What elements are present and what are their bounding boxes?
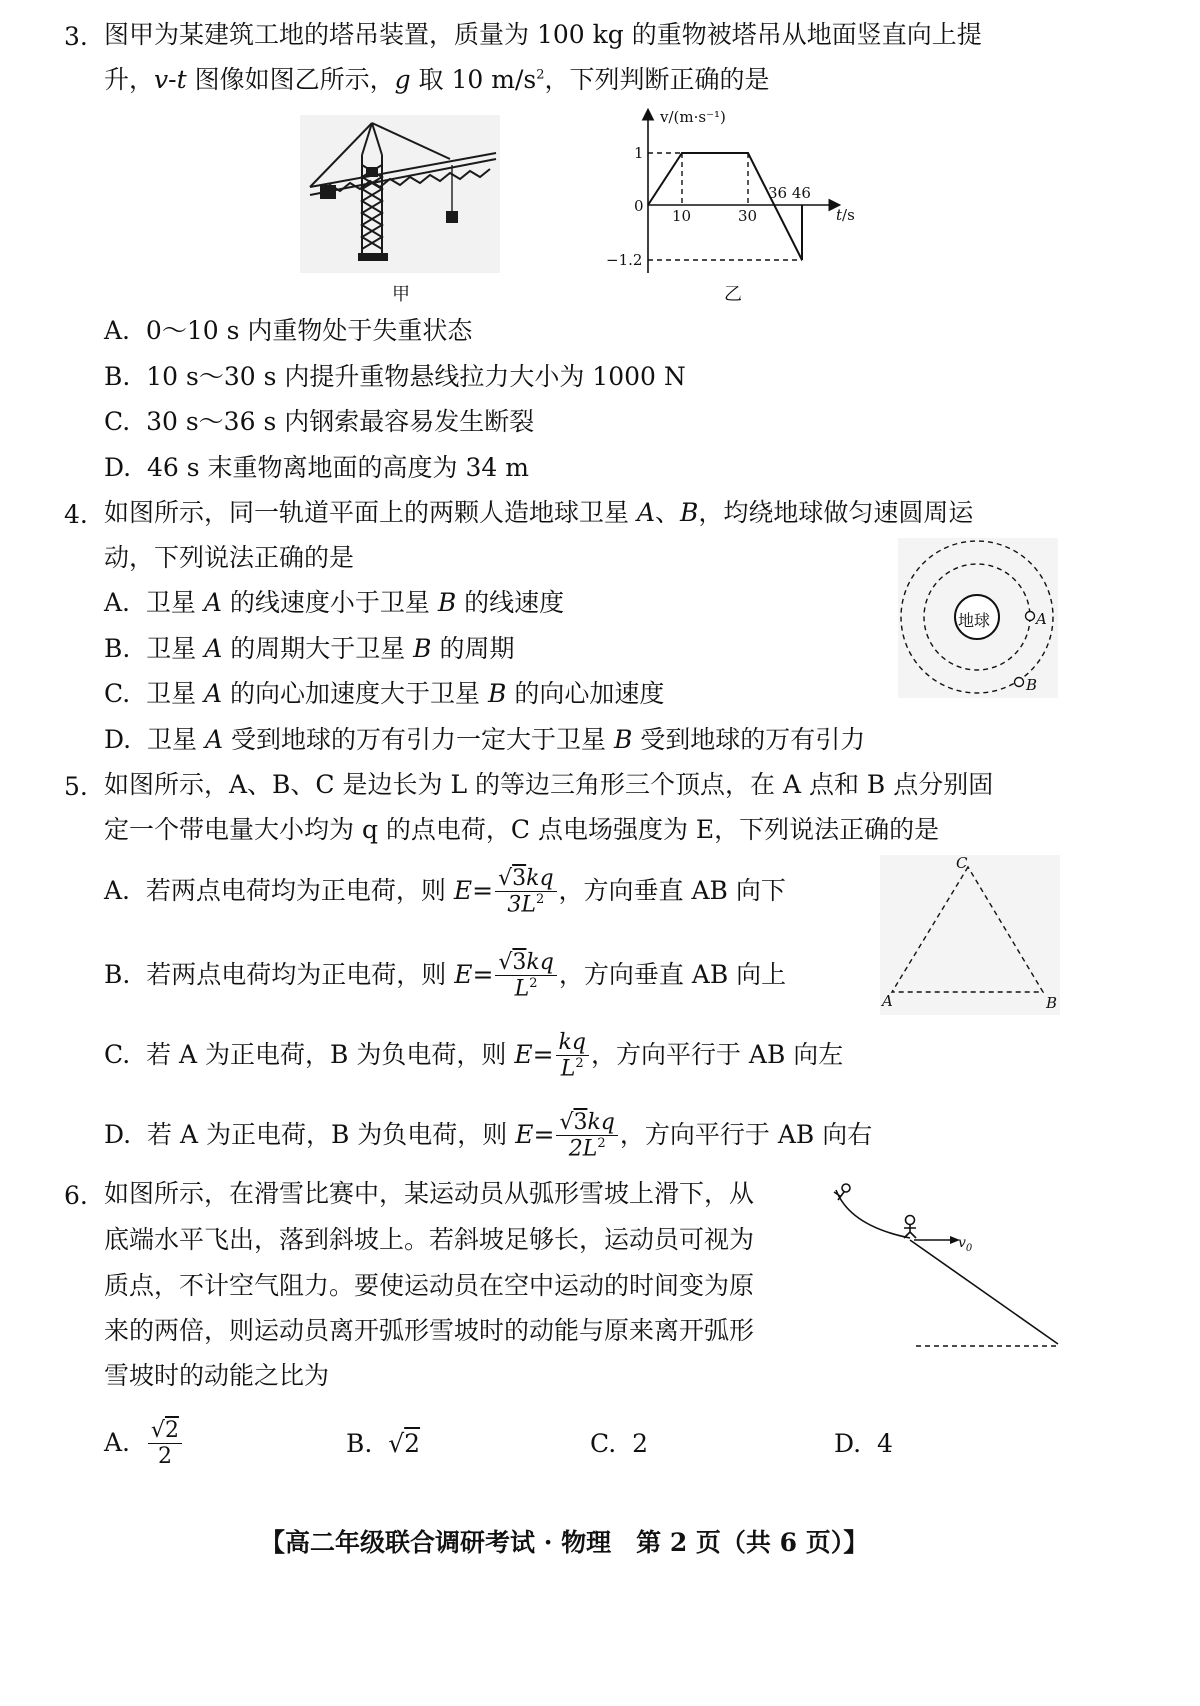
q4-stem-line1: 如图所示，同一轨道平面上的两颗人造地球卫星 A、B，均绕地球做匀速圆周运 xyxy=(104,498,974,527)
vt-x-axis-label: t/s xyxy=(836,206,855,224)
q3-stem-line2: 升，v-t 图像如图乙所示，g 取 10 $m/s^2$，下列判断正确的是 xyxy=(104,65,770,94)
q4-stem-line2: 动，下列说法正确的是 xyxy=(104,543,355,572)
q3-option-a: A. 0～10 s 内重物处于失重状态 xyxy=(104,316,473,345)
q4-option-a: A. 卫星 A 的线速度小于卫星 B 的线速度 xyxy=(104,588,565,617)
v0-label: $v_0$ xyxy=(958,1235,973,1254)
tower-crane-figure xyxy=(300,115,500,275)
q6-stem-line2: 底端水平飞出，落到斜坡上。若斜坡足够长，运动员可视为 xyxy=(104,1225,755,1254)
satellite-b-label: B xyxy=(1026,676,1038,694)
q6-option-c: C. 2 xyxy=(590,1429,648,1458)
q5-option-a: A. 若两点电荷均为正电荷，则 E= $\frac{√3kq}{3L^2}$ ，方向垂直 AB 向下 xyxy=(104,866,786,918)
satellite-a-label: A xyxy=(1036,610,1047,628)
ski-slope-figure xyxy=(828,1178,1068,1358)
q4-option-b: B. 卫星 A 的周期大于卫星 B 的周期 xyxy=(104,634,515,663)
q4-option-c: C. 卫星 A 的向心加速度大于卫星 B 的向心加速度 xyxy=(104,679,665,708)
vt-tick-x-10: 10 xyxy=(672,207,692,225)
q3-option-d: D. 46 s 末重物离地面的高度为 34 m xyxy=(104,453,529,482)
vt-tick-x-30: 30 xyxy=(738,207,758,225)
fig-yi-caption: 乙 xyxy=(724,284,742,305)
q5-stem-line2: 定一个带电量大小均为 q 的点电荷，C 点电场强度为 E，下列说法正确的是 xyxy=(104,815,940,844)
q5-number: 5. xyxy=(64,772,88,801)
q6-stem-line1: 如图所示，在滑雪比赛中，某运动员从弧形雪坡上滑下，从 xyxy=(104,1179,755,1208)
q3-stem-line1: 图甲为某建筑工地的塔吊装置，质量为 100 kg 的重物被塔吊从地面竖直向上提 xyxy=(104,20,982,49)
q3-option-c: C. 30 s～36 s 内钢索最容易发生断裂 xyxy=(104,407,535,436)
q3-option-b: B. 10 s～30 s 内提升重物悬线拉力大小为 1000 N xyxy=(104,362,686,391)
q6-stem-line3: 质点，不计空气阻力。要使运动员在空中运动的时间变为原 xyxy=(104,1271,755,1300)
q6-option-b: B. √2 xyxy=(346,1429,421,1458)
q5-option-c: C. 若 A 为正电荷，B 为负电荷，则 E= $\frac{kq}{L^2}$ ，方向平行于 AB 向左 xyxy=(104,1030,844,1082)
triangle-vertex-c: C xyxy=(956,854,968,872)
q6-number: 6. xyxy=(64,1181,88,1210)
vt-graph xyxy=(600,105,870,275)
q3-number: 3. xyxy=(64,22,88,51)
triangle-figure xyxy=(880,855,1060,1015)
vt-y-axis-label: v/(m·s⁻¹) xyxy=(660,108,726,126)
triangle-vertex-b: B xyxy=(1046,994,1058,1012)
q5-stem-line1: 如图所示，A、B、C 是边长为 L 的等边三角形三个顶点，在 A 点和 B 点分别固 xyxy=(104,770,994,799)
vt-tick-y-neg: −1.2 xyxy=(606,251,643,269)
triangle-vertex-a: A xyxy=(882,992,893,1010)
q6-option-a: A. $\frac{√2}{2}$ xyxy=(104,1418,184,1471)
vt-tick-y-1: 1 xyxy=(634,144,644,162)
vt-tick-y-0: 0 xyxy=(634,197,644,215)
earth-label: 地球 xyxy=(958,611,991,630)
vt-tick-x-36-46: 36 46 xyxy=(768,184,811,202)
q6-stem-line4: 来的两倍，则运动员离开弧形雪坡时的动能与原来离开弧形 xyxy=(104,1316,755,1345)
q6-option-d: D. 4 xyxy=(834,1429,893,1458)
q4-number: 4. xyxy=(64,500,88,529)
page-footer: 【高二年级联合调研考试 · 物理 第 2 页（共 6 页）】 xyxy=(260,1528,869,1557)
q4-option-d: D. 卫星 A 受到地球的万有引力一定大于卫星 B 受到地球的万有引力 xyxy=(104,725,866,754)
q6-stem-line5: 雪坡时的动能之比为 xyxy=(104,1361,330,1390)
q5-option-b: B. 若两点电荷均为正电荷，则 E= $\frac{√3kq}{L^2}$ ，方向垂直 AB 向上 xyxy=(104,950,787,1002)
q5-option-d: D. 若 A 为正电荷，B 为负电荷，则 E= $\frac{√3kq}{2L^2}$ ，方向平行于 AB 向右 xyxy=(104,1110,873,1162)
fig-jia-caption: 甲 xyxy=(392,284,410,305)
